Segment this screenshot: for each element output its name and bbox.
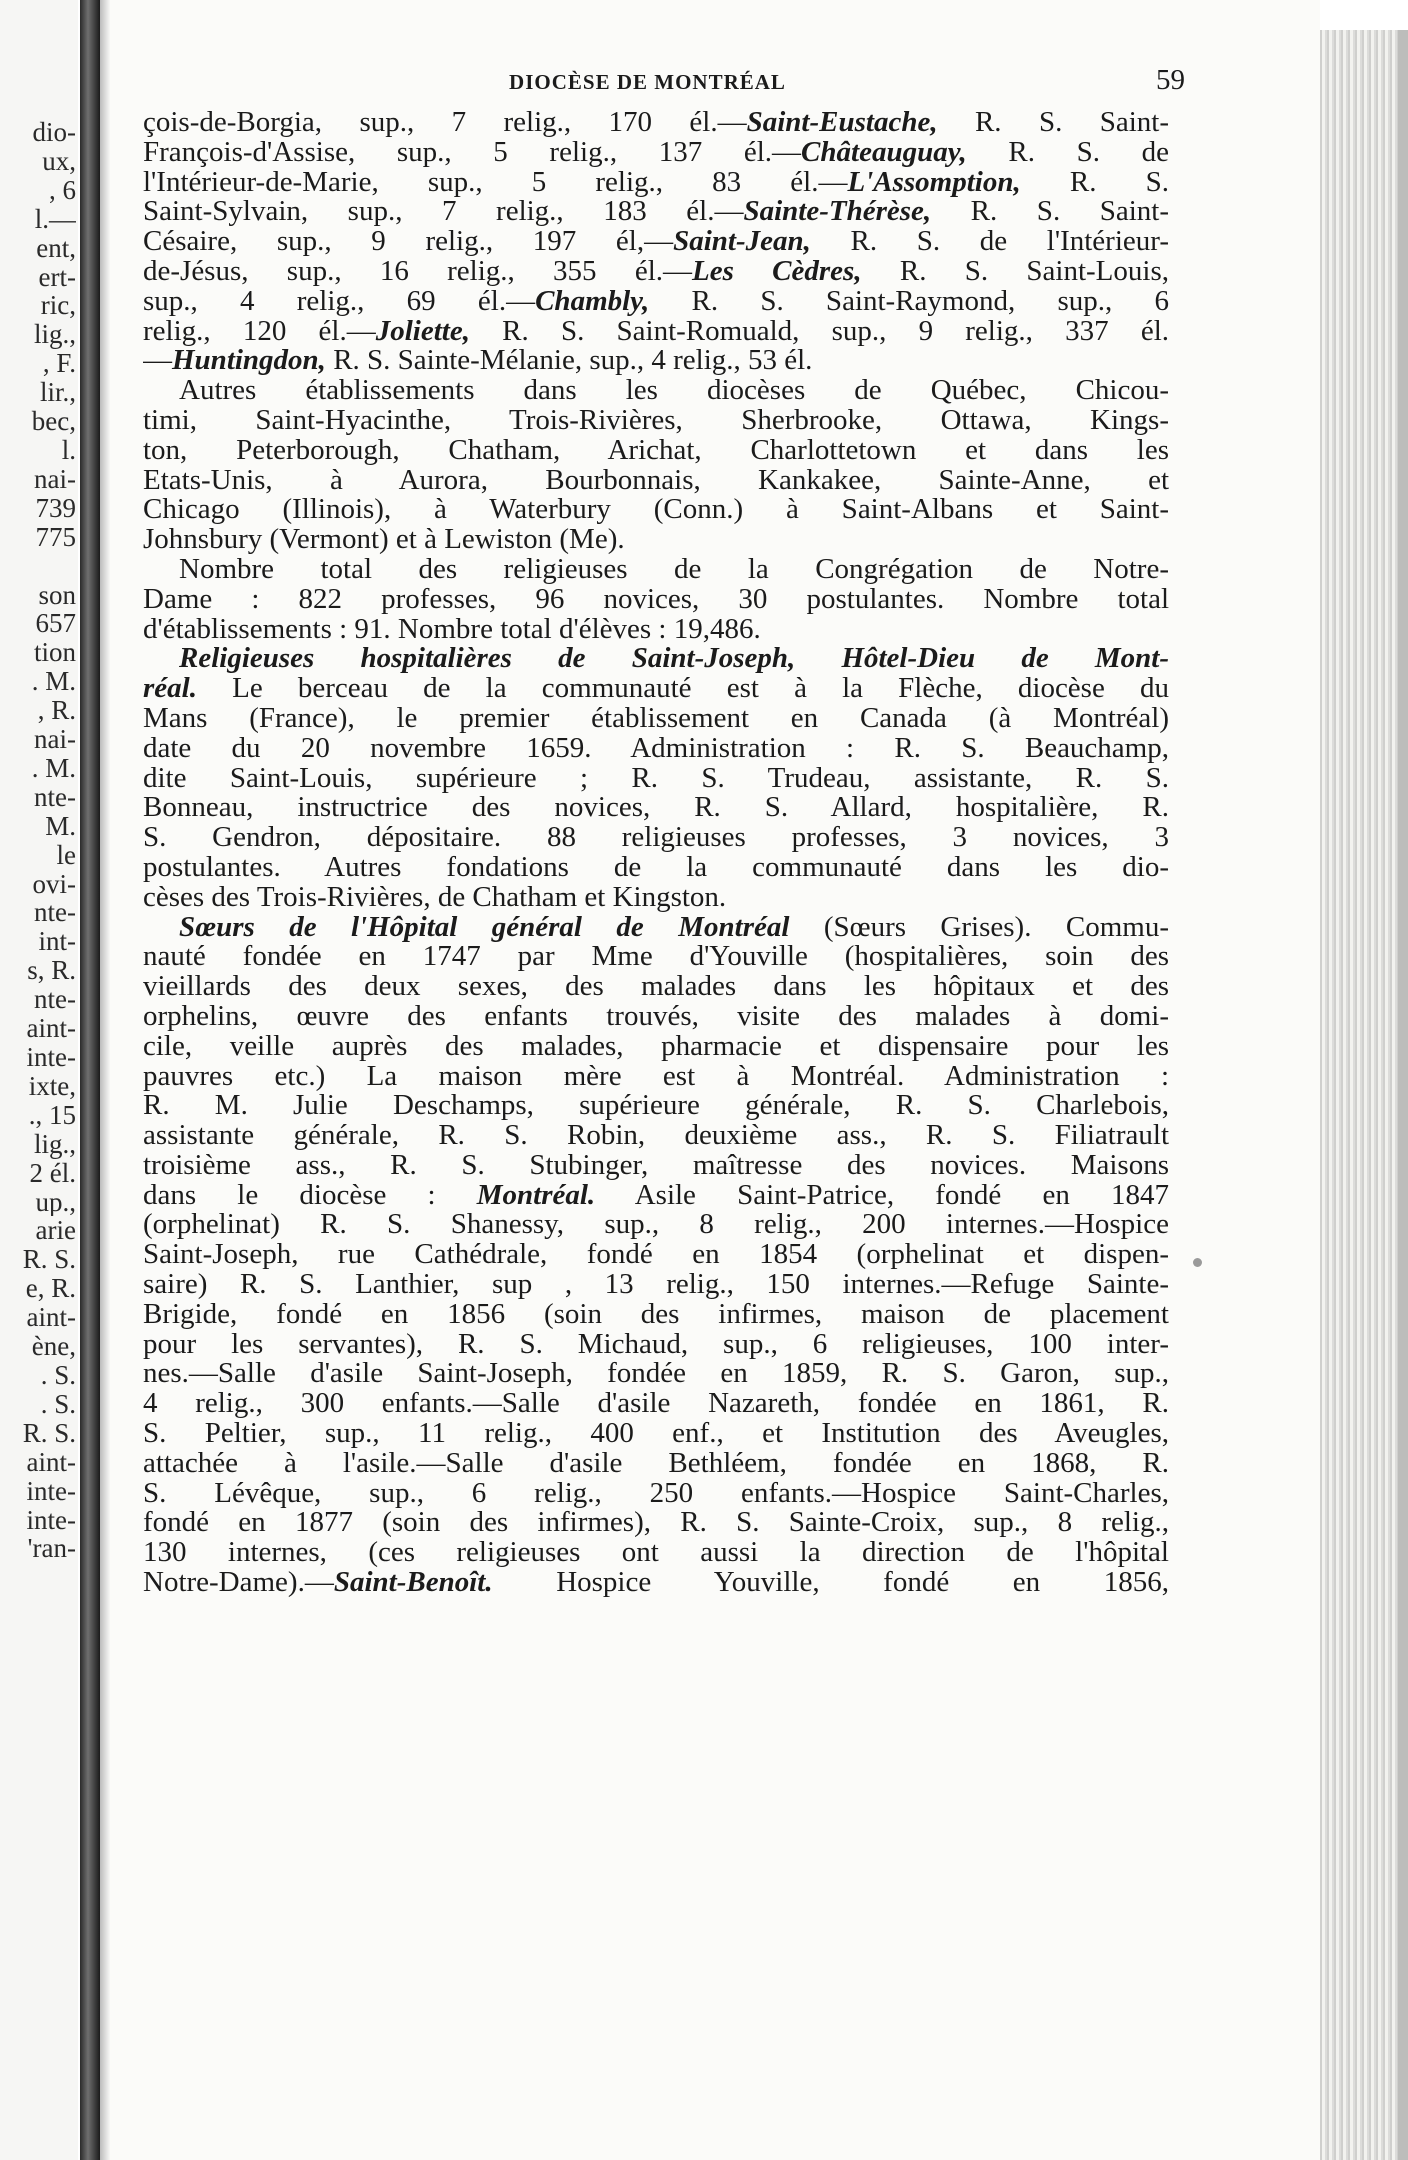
facing-page-fragment-line: arie xyxy=(35,1216,76,1246)
text-line: cile, veille auprès des malades, pharmacie et dispensaire pour les xyxy=(143,1031,1169,1062)
facing-page-fragment-line: 'ran- xyxy=(27,1534,76,1564)
text-line: date du 20 novembre 1659. Administration : R. S. Beauchamp, xyxy=(143,733,1169,764)
facing-page-fragment-line: lig., xyxy=(33,320,76,350)
facing-page-fragment-line: ric, xyxy=(40,291,76,321)
book-gutter xyxy=(80,0,100,2160)
facing-page-fragment-line: nte- xyxy=(34,782,76,812)
text-line: fondé en 1877 (soin des infirmes), R. S. Sainte-Croix, sup., 8 relig., xyxy=(143,1508,1169,1539)
facing-page-fragment-line: ixte, xyxy=(28,1071,76,1101)
facing-page-fragment-line: inte- xyxy=(26,1476,76,1506)
facing-page-fragment xyxy=(0,0,78,2160)
text-line: orphelins, œuvre des enfants trouvés, visite des malades à domi- xyxy=(143,1001,1169,1032)
text-line: Brigide, fondé en 1856 (soin des infirmes, maison de placement xyxy=(143,1299,1169,1330)
facing-page-fragment-line: . S. xyxy=(40,1360,76,1390)
page-number: 59 xyxy=(1156,64,1185,96)
facing-page-fragment-line: 775 xyxy=(35,522,76,552)
text-line: postulantes. Autres fondations de la communauté dans les dio- xyxy=(143,852,1169,883)
facing-page-line-ends xyxy=(0,118,76,1563)
running-title: DIOCÈSE DE MONTRÉAL xyxy=(509,70,786,94)
text-line: relig., 120 él.—Joliette, R. S. Saint-Romuald, sup., 9 relig., 337 él. xyxy=(143,316,1169,347)
facing-page-fragment-line: l. xyxy=(61,435,76,465)
text-line: 4 relig., 300 enfants.—Salle d'asile Nazareth, fondée en 1861, R. xyxy=(143,1389,1169,1420)
facing-page-fragment-line: ux, xyxy=(42,146,76,176)
facing-page-fragment-line: ent, xyxy=(36,233,76,263)
facing-page-fragment-line: inte- xyxy=(26,1043,76,1072)
text-line: Saint-Sylvain, sup., 7 relig., 183 él.—Sainte-Thérèse, R. S. Saint- xyxy=(143,197,1169,228)
facing-page-fragment-line: ert- xyxy=(38,262,76,292)
facing-page-fragment-line: nai- xyxy=(34,725,76,754)
facing-page-fragment-line xyxy=(0,552,76,581)
facing-page-fragment-line: , R. xyxy=(37,696,76,726)
facing-page-fragment-line: R. S. xyxy=(22,1418,76,1448)
text-line: sup., 4 relig., 69 él.—Chambly, R. S. Saint-Raymond, sup., 6 xyxy=(143,286,1169,317)
text-line: assistante générale, R. S. Robin, deuxième ass., R. S. Filiatrault xyxy=(143,1121,1169,1151)
text-line: Notre-Dame).—Saint-Benoît. Hospice Youville, fondé en 1856, xyxy=(143,1568,1169,1598)
text-line: pauvres etc.) La maison mère est à Montréal. Administration : xyxy=(143,1061,1169,1092)
text-line: ton, Peterborough, Chatham, Arichat, Charlottetown et dans les xyxy=(143,435,1169,466)
text-line: Chicago (Illinois), à Waterbury (Conn.) à Saint-Albans et Saint- xyxy=(143,495,1169,526)
gutter-shadow xyxy=(100,0,110,2160)
text-line: Dame : 822 professes, 96 novices, 30 postulantes. Nombre total xyxy=(143,584,1169,615)
facing-page-fragment-line: . S. xyxy=(40,1389,76,1419)
facing-page-fragment-line: up., xyxy=(35,1187,76,1217)
text-line: nes.—Salle d'asile Saint-Joseph, fondée en 1859, R. S. Garon, sup., xyxy=(143,1359,1169,1390)
text-line: —Huntingdon, R. S. Sainte-Mélanie, sup., 4 relig., 53 él. xyxy=(143,346,813,377)
facing-page-fragment-line: nte- xyxy=(34,898,76,928)
facing-page-fragment-line: , 6 xyxy=(49,175,76,205)
page-body-text xyxy=(143,108,1169,1598)
ink-speck xyxy=(1193,1258,1202,1267)
text-line: Johnsbury (Vermont) et à Lewiston (Me). xyxy=(143,525,625,555)
facing-page-fragment-line: aint- xyxy=(26,1447,76,1477)
facing-page-fragment-line: ovi- xyxy=(32,869,76,899)
facing-page-fragment-line: int- xyxy=(38,927,76,957)
facing-page-fragment-line: l.— xyxy=(34,204,76,234)
page-header xyxy=(110,62,1185,102)
text-line: S. Peltier, sup., 11 relig., 400 enf., et Institution des Aveugles, xyxy=(143,1419,1169,1449)
facing-page-fragment-line: aint- xyxy=(26,1014,76,1043)
text-line: de-Jésus, sup., 16 relig., 355 él.—Les Cèdres, R. S. Saint-Louis, xyxy=(143,256,1169,287)
text-line: Césaire, sup., 9 relig., 197 él,—Saint-Jean, R. S. de l'Intérieur- xyxy=(143,227,1169,257)
text-line: pour les servantes), R. S. Michaud, sup., 6 religieuses, 100 inter- xyxy=(143,1329,1169,1360)
facing-page-fragment-line: ., 15 xyxy=(28,1100,76,1130)
text-line: l'Intérieur-de-Marie, sup., 5 relig., 83 él.—L'Assomption, R. S. xyxy=(143,167,1169,198)
text-line: 130 internes, (ces religieuses ont aussi la direction de l'hôpital xyxy=(143,1538,1169,1569)
text-line: Bonneau, instructrice des novices, R. S. Allard, hospitalière, R. xyxy=(143,793,1169,824)
facing-page-fragment-line: le xyxy=(56,840,76,870)
text-line: saire) R. S. Lanthier, sup , 13 relig., 150 internes.—Refuge Sainte- xyxy=(143,1270,1169,1300)
text-line: Mans (France), le premier établissement en Canada (à Montréal) xyxy=(143,703,1169,734)
text-line: S. Gendron, dépositaire. 88 religieuses professes, 3 novices, 3 xyxy=(143,823,1169,853)
paragraph-start: Autres établissements dans les diocèses de Québec, Chicou- xyxy=(179,376,1169,406)
facing-page-fragment-line: nai- xyxy=(34,464,76,494)
facing-page-fragment-line: lir., xyxy=(39,378,76,408)
facing-page-fragment-line: ène, xyxy=(31,1332,76,1361)
text-line: réal. Le berceau de la communauté est à la Flèche, diocèse du xyxy=(143,674,1169,704)
facing-page-fragment-line: s, R. xyxy=(27,956,76,986)
text-line: attachée à l'asile.—Salle d'asile Bethléem, fondée en 1868, R. xyxy=(143,1448,1169,1479)
facing-page-fragment-line: . M. xyxy=(31,753,76,783)
facing-page-fragment-line: tion xyxy=(33,638,76,668)
text-line: timi, Saint-Hyacinthe, Trois-Rivières, Sherbrooke, Ottawa, Kings- xyxy=(143,405,1169,436)
facing-page-fragment-line: , F. xyxy=(42,349,76,379)
facing-page-fragment-line: R. S. xyxy=(22,1245,76,1275)
section-heading-soeurs-grises: Sœurs de l'Hôpital général de Montréal (Sœurs Grises). Commu- xyxy=(179,912,1169,943)
text-line: dans le diocèse : Montréal. Asile Saint-Patrice, fondé en 1847 xyxy=(143,1180,1169,1211)
facing-page-fragment-line: 739 xyxy=(35,493,76,523)
facing-page-fragment-line: e, R. xyxy=(25,1274,76,1304)
page-stack-edge xyxy=(1320,30,1408,2160)
text-line: vieillards des deux sexes, des malades dans les hôpitaux et des xyxy=(143,972,1169,1002)
facing-page-fragment-line: son xyxy=(38,580,76,610)
facing-page-fragment-line: lig., xyxy=(33,1129,76,1159)
text-line: çois-de-Borgia, sup., 7 relig., 170 él.—Saint-Eustache, R. S. Saint- xyxy=(143,108,1169,138)
paragraph-start: Nombre total des religieuses de la Congrégation de Notre- xyxy=(179,554,1169,585)
text-line: Saint-Joseph, rue Cathédrale, fondé en 1854 (orphelinat et dispen- xyxy=(143,1240,1169,1271)
text-line: S. Lévêque, sup., 6 relig., 250 enfants.—Hospice Saint-Charles, xyxy=(143,1478,1169,1509)
facing-page-fragment-line: nte- xyxy=(34,985,76,1015)
facing-page-fragment-line: inte- xyxy=(26,1505,76,1535)
facing-page-fragment-line: 2 él. xyxy=(29,1158,76,1188)
facing-page-fragment-line: aint- xyxy=(26,1303,76,1333)
facing-page-fragment-line: dio- xyxy=(32,118,76,147)
text-line: (orphelinat) R. S. Shanessy, sup., 8 relig., 200 internes.—Hospice xyxy=(143,1210,1169,1241)
text-line: troisième ass., R. S. Stubinger, maîtresse des novices. Maisons xyxy=(143,1150,1169,1181)
facing-page-fragment-line: . M. xyxy=(31,667,76,697)
facing-page-fragment-line: bec, xyxy=(31,407,76,436)
facing-page-fragment-line: M. xyxy=(45,811,76,841)
text-line: R. M. Julie Deschamps, supérieure générale, R. S. Charlebois, xyxy=(143,1091,1169,1122)
text-line: Etats-Unis, à Aurora, Bourbonnais, Kankakee, Sainte-Anne, et xyxy=(143,465,1169,496)
text-line: François-d'Assise, sup., 5 relig., 137 él.—Châteauguay, R. S. de xyxy=(143,137,1169,168)
text-line: nauté fondée en 1747 par Mme d'Youville (hospitalières, soin des xyxy=(143,942,1169,973)
facing-page-fragment-line: 657 xyxy=(35,609,76,639)
text-line: d'établissements : 91. Nombre total d'élèves : 19,486. xyxy=(143,614,761,645)
text-line: dite Saint-Louis, supérieure ; R. S. Trudeau, assistante, R. S. xyxy=(143,763,1169,794)
section-heading-hospitalieres: Religieuses hospitalières de Saint-Joseph, Hôtel-Dieu de Mont- xyxy=(179,644,1169,675)
text-line: cèses des Trois-Rivières, de Chatham et Kingston. xyxy=(143,882,727,913)
